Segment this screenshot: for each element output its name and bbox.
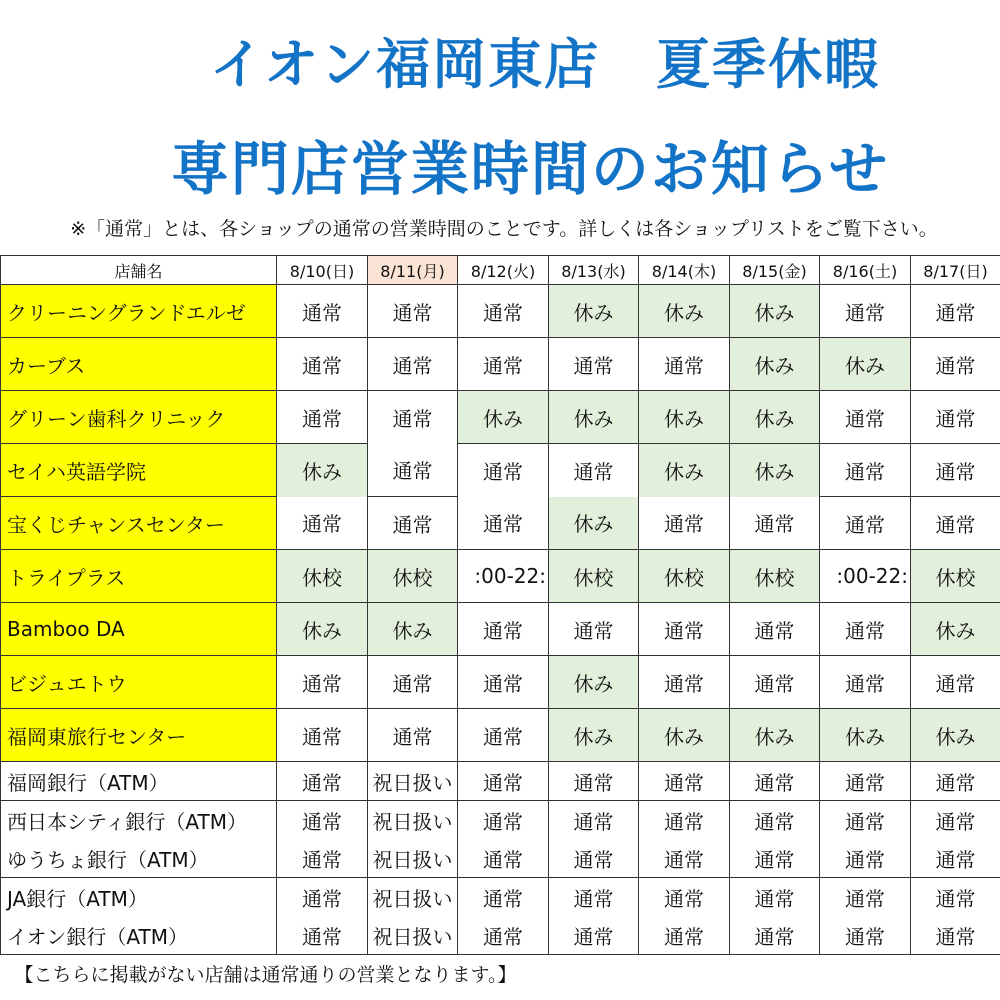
table-row — [1, 285, 1000, 338]
schedule-cell: 通常 — [820, 839, 911, 878]
schedule-cell: 祝日扱い — [368, 878, 458, 917]
schedule-cell: :00-22: — [820, 550, 911, 603]
schedule-cell: 通常 — [639, 603, 730, 656]
schedule-cell: 通常 — [820, 497, 911, 550]
schedule-cell: 通常 — [277, 338, 368, 391]
schedule-cell: 休み — [730, 391, 820, 444]
schedule-cell: 通常 — [549, 916, 639, 955]
schedule-cell: 通常 — [639, 338, 730, 391]
schedule-cell: 通常 — [639, 878, 730, 917]
schedule-cell: 通常 — [277, 656, 368, 709]
schedule-cell: 休み — [549, 709, 639, 762]
shop-name: ゆうちょ銀行（ATM） — [1, 839, 277, 878]
schedule-cell: 通常 — [458, 878, 549, 917]
schedule-cell: 通常 — [277, 285, 368, 338]
schedule-cell: 休み — [730, 285, 820, 338]
shop-name: 宝くじチャンスセンター — [1, 497, 277, 550]
header-row — [1, 256, 1000, 285]
table-row — [1, 444, 1000, 497]
schedule-cell: 通常 — [730, 801, 820, 840]
schedule-cell: 通常 — [277, 801, 368, 840]
schedule-cell: 通常 — [730, 762, 820, 801]
schedule-cell: :00-22: — [458, 550, 549, 603]
schedule-cell: 通常 — [639, 656, 730, 709]
schedule-cell: 休み — [911, 603, 1000, 656]
schedule-cell: 休み — [458, 391, 549, 444]
schedule-cell: 通常 — [730, 878, 820, 917]
schedule-cell: 休み — [368, 603, 458, 656]
schedule-cell: 通常 — [549, 839, 639, 878]
schedule-cell: 通常 — [458, 338, 549, 391]
schedule-cell: 通常 — [458, 801, 549, 840]
schedule-cell: 通常 — [368, 338, 458, 391]
schedule-cell: 通常 — [639, 916, 730, 955]
schedule-table — [0, 255, 1000, 991]
schedule-cell: 通常 — [911, 916, 1000, 955]
schedule-cell: 通常 — [277, 391, 368, 444]
schedule-cell: 通常 — [639, 839, 730, 878]
schedule-cell: 通常 — [277, 878, 368, 917]
schedule-cell: 通常 — [277, 762, 368, 801]
shop-name: 西日本シティ銀行（ATM） — [1, 801, 277, 840]
shop-name: 福岡東旅行センター — [1, 709, 277, 762]
schedule-cell: 通常 — [368, 497, 458, 550]
schedule-cell: 通常 — [639, 801, 730, 840]
schedule-cell: 通常 — [368, 709, 458, 762]
schedule-cell: 休校 — [549, 550, 639, 603]
schedule-cell: 通常 — [458, 603, 549, 656]
schedule-cell: 通常 — [368, 656, 458, 709]
schedule-cell: 通常 — [730, 497, 820, 550]
schedule-cell: 通常 — [911, 762, 1000, 801]
schedule-cell: 通常 — [458, 916, 549, 955]
schedule-cell: 休校 — [911, 550, 1000, 603]
schedule-cell: 通常 — [277, 839, 368, 878]
schedule-cell: 通常 — [820, 656, 911, 709]
schedule-cell: 休校 — [368, 550, 458, 603]
header-date: 8/16(土) — [820, 256, 911, 285]
shop-name: イオン銀行（ATM） — [1, 916, 277, 955]
schedule-cell: 通常 — [458, 762, 549, 801]
schedule-cell: 休み — [730, 338, 820, 391]
schedule-cell: 休み — [730, 444, 820, 497]
schedule-cell: 通常 — [820, 801, 911, 840]
footnote: 【こちらに掲載がない店舗は通常通りの営業となります。】 — [14, 963, 517, 986]
shop-name: セイハ英語学院 — [1, 444, 277, 497]
schedule-cell: 休み — [549, 656, 639, 709]
notice-text: ※「通常」とは、各ショップの通常の営業時間のことです。詳しくは各ショップリストをご覧下さい。 — [70, 218, 938, 240]
schedule-cell: 通常 — [549, 801, 639, 840]
header-date: 8/14(木) — [639, 256, 730, 285]
schedule-cell: 休み — [277, 444, 368, 497]
table-row — [1, 878, 1000, 917]
schedule-cell: 休み — [820, 338, 911, 391]
schedule-cell: 通常 — [458, 444, 549, 497]
schedule-cell: 通常 — [639, 762, 730, 801]
shop-name: 福岡銀行（ATM） — [1, 762, 277, 801]
shop-name: カーブス — [1, 338, 277, 391]
schedule-cell: 休校 — [277, 550, 368, 603]
schedule-cell: 休み — [639, 709, 730, 762]
table-row — [1, 391, 1000, 444]
header-shop-name: 店舗名 — [1, 256, 277, 285]
schedule-cell: 通常 — [911, 497, 1000, 550]
schedule-cell: 通常 — [277, 916, 368, 955]
schedule-cell: 通常 — [911, 656, 1000, 709]
schedule-cell: 休み — [911, 709, 1000, 762]
schedule-cell: 休み — [549, 497, 639, 550]
shop-name: Bamboo DA — [1, 603, 277, 656]
schedule-cell: 通常 — [368, 391, 458, 444]
schedule-cell: 通常 — [911, 878, 1000, 917]
schedule-cell: 休み — [639, 285, 730, 338]
schedule-cell: 休み — [820, 709, 911, 762]
schedule-cell: 通常 — [820, 444, 911, 497]
schedule-cell: 通常 — [458, 839, 549, 878]
schedule-cell: 通常 — [368, 285, 458, 338]
page-title: イオン福岡東店 夏季休暇 — [209, 33, 881, 96]
schedule-cell: 通常 — [911, 285, 1000, 338]
schedule-cell: 通常 — [277, 497, 368, 550]
schedule-cell: 休み — [639, 444, 730, 497]
schedule-cell: 通常 — [458, 285, 549, 338]
table-row — [1, 801, 1000, 840]
table-row — [1, 656, 1000, 709]
shop-name: グリーン歯科クリニック — [1, 391, 277, 444]
schedule-cell: 通常 — [820, 603, 911, 656]
schedule-cell: 祝日扱い — [368, 916, 458, 955]
schedule-cell: 通常 — [549, 762, 639, 801]
header-date: 8/10(日) — [277, 256, 368, 285]
schedule-cell: 通常 — [458, 709, 549, 762]
schedule-cell: 通常 — [911, 391, 1000, 444]
schedule-cell: 休み — [549, 285, 639, 338]
schedule-cell: 祝日扱い — [368, 839, 458, 878]
schedule-cell: 休み — [549, 391, 639, 444]
header-date: 8/15(金) — [730, 256, 820, 285]
table-row — [1, 338, 1000, 391]
schedule-cell: 休校 — [730, 550, 820, 603]
schedule-cell: 通常 — [639, 497, 730, 550]
schedule-cell: 通常 — [820, 762, 911, 801]
schedule-cell: 祝日扱い — [368, 801, 458, 840]
schedule-cell: 休み — [277, 603, 368, 656]
table-row — [1, 762, 1000, 801]
footnote-row — [1, 955, 1000, 992]
table-row — [1, 916, 1000, 955]
schedule-cell: 通常 — [277, 709, 368, 762]
page-subtitle: 専門店営業時間のお知らせ — [170, 135, 890, 203]
schedule-cell: 通常 — [911, 801, 1000, 840]
schedule-cell: 休み — [730, 709, 820, 762]
schedule-cell: 通常 — [730, 839, 820, 878]
table-row — [1, 497, 1000, 550]
schedule-cell: 通常 — [911, 444, 1000, 497]
schedule-cell: 通常 — [911, 338, 1000, 391]
schedule-cell: 通常 — [820, 391, 911, 444]
header-date: 8/11(月) — [368, 256, 458, 285]
shop-name: トライプラス — [1, 550, 277, 603]
schedule-cell: 休校 — [639, 550, 730, 603]
schedule-cell: 通常 — [820, 285, 911, 338]
schedule-cell: 通常 — [368, 444, 458, 497]
header-date: 8/13(水) — [549, 256, 639, 285]
shop-name: クリーニングランドエルゼ — [1, 285, 277, 338]
schedule-cell: 通常 — [549, 444, 639, 497]
table-row — [1, 550, 1000, 603]
schedule-cell: 通常 — [549, 603, 639, 656]
schedule-cell: 通常 — [549, 338, 639, 391]
schedule-cell: 通常 — [458, 656, 549, 709]
shop-name: ビジュエトウ — [1, 656, 277, 709]
schedule-cell: 通常 — [549, 878, 639, 917]
schedule-cell: 通常 — [820, 878, 911, 917]
shop-name: JA銀行（ATM） — [1, 878, 277, 917]
schedule-cell: 通常 — [730, 916, 820, 955]
table-row — [1, 709, 1000, 762]
table-row — [1, 603, 1000, 656]
schedule-cell: 通常 — [458, 497, 549, 550]
schedule-cell: 通常 — [730, 656, 820, 709]
schedule-cell: 休み — [639, 391, 730, 444]
schedule-cell: 通常 — [730, 603, 820, 656]
schedule-cell: 祝日扱い — [368, 762, 458, 801]
schedule-cell: 通常 — [820, 916, 911, 955]
header-date: 8/17(日) — [911, 256, 1000, 285]
schedule-cell: 通常 — [911, 839, 1000, 878]
header-date: 8/12(火) — [458, 256, 549, 285]
table-row — [1, 839, 1000, 878]
